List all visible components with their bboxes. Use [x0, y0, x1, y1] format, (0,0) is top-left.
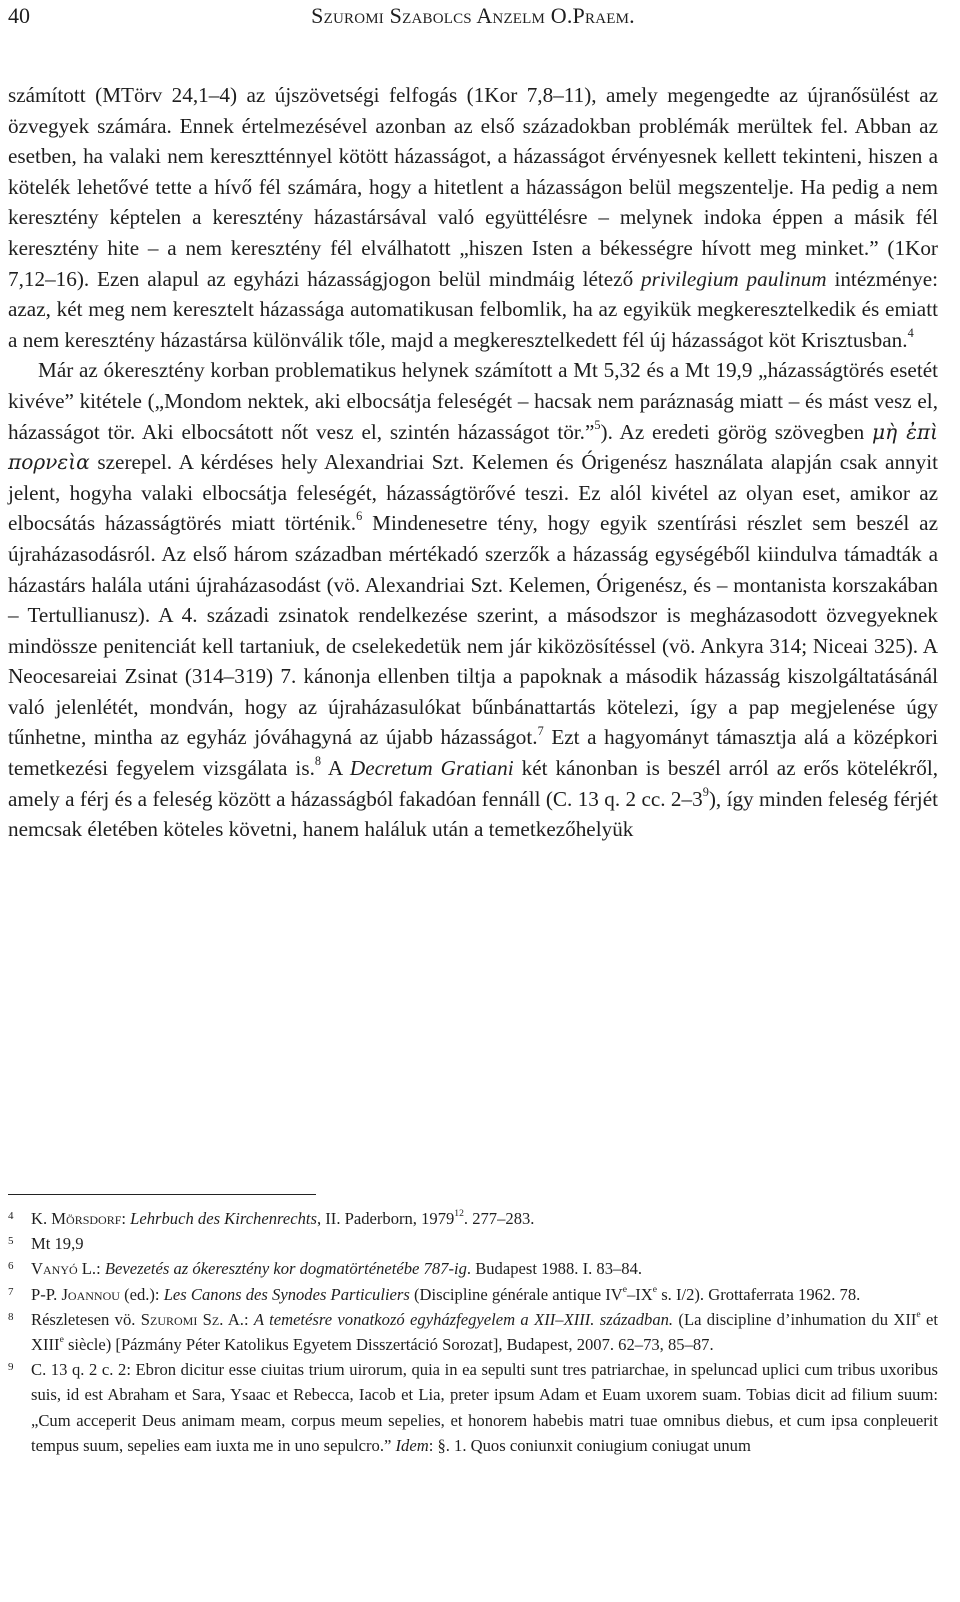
footnote-ref-6[interactable]: 6 [356, 509, 363, 524]
footnote-8 [8, 1307, 938, 1357]
footnote-number: 5 [8, 1235, 14, 1248]
footnote-5 [8, 1231, 938, 1256]
footnote-7 [8, 1282, 938, 1307]
text-run: Már az ókeresztény korban problematikus helynek számított a Mt 5,32 és a Mt 19,9 „házasságtörés esetét kivéve” kitétele („Mondom nektek, aki elbocsátja feleségét – hacsak nem paráznaság miatt – és mást vesz el, házasságot tör. Aki elbocsátott nőt vesz el, szintén házasságot tör.” [8, 358, 938, 444]
footnote-number: 6 [8, 1260, 14, 1273]
running-head: Szuromi Szabolcs Anzelm O.Praem. [311, 3, 635, 28]
footnote-ref-5[interactable]: 5 [594, 417, 601, 432]
footnote-number: 8 [8, 1310, 14, 1323]
paragraph-1 [8, 80, 938, 355]
emphasis-privilegium: privilegium paulinum [641, 266, 827, 291]
footnote-text: C. 13 q. 2 c. 2: Ebron dicitur esse ciuitas trium uirorum, quia in ea sepulti sunt tres patriarchae, in speluncad uplici cum tribus uxoribus suis, id est Abraham et Sara, Ysaac et Rebecca, Iacob et Lia, preter ipsum Adam et Euam uxorem suam. Tobias dicit ad filium suum: „Cum acceperit Deus animam meam, corpus meum sepelies, et honorem habebis matri tuae omnibus diebus, et cum ipsa conpleuerit tempus suum, sepelies eam iuxta me in uno sepulcro.” Idem: §. 1. Quos coniunxit coniugium coniugat unum [31, 1360, 938, 1455]
footnote-number: 7 [8, 1285, 14, 1298]
body-text [8, 80, 938, 845]
footnote-number: 9 [8, 1361, 14, 1374]
footnote-text: Vanyó L.: Bevezetés az ókeresztény kor dogmatörténetébe 787-ig. Budapest 1988. I. 83–84. [31, 1259, 643, 1279]
page-number: 40 [8, 3, 30, 28]
text-run: két kánonban is beszél arról az erős kötelékről, amely a férj és a feleség között a házasságból fakadóan fennáll (C. 13 q. 2 cc. 2–3 [8, 756, 939, 811]
footnote-ref-7[interactable]: 7 [537, 723, 544, 738]
greek-quote: μὴ ἐπὶ πορνεὶα [8, 419, 938, 475]
footnote-ref-8[interactable]: 8 [314, 754, 322, 769]
footnote-ref-9[interactable]: 9 [702, 784, 709, 799]
footnote-text: Mt 19,9 [31, 1234, 84, 1254]
text-run: számított (MTörv 24,1–4) az újszövetségi felfogás (1Kor 7,8–11), amely megengedte az újranősülést az özvegyek számára. Ennek értelmezésével azonban az első századokban problémák merültek fel. Abban az esetben, ha valaki nem keresztténnyel kötött házasságot, a házasságot érvényesnek kellett tekinteni, hiszen a kötelék lehetővé tette a hívő fél számára, hogy a hitetlent a házasságon belül megszentelje. Ha pedig a nem keresztény képtelen a keresztény házastársával való együttélésre – melynek indoka éppen a másik fél keresztény hite – a nem keresztény fél elválhatott „hiszen Isten a békességre hívott meg minket.” (1Kor 7,12–16). Ezen alapul az egyházi házasságjogon belül mindmáig létező [8, 83, 938, 291]
footnote-text: P-P. Joannou (ed.): Les Canons des Synodes Particuliers (Discipline générale antique IVe–IXe s. I/2). Grottaferrata 1962. 78. [31, 1283, 861, 1304]
text-run: ), így minden feleség férjét nemcsak életében köteles követni, hanem haláluk után a temetkezőhelyük [8, 786, 938, 842]
footnote-6 [8, 1256, 938, 1281]
footnote-text: K. Mörsdorf: Lehrbuch des Kirchenrechts, II. Paderborn, 1979$^{12}$. 277–283. [31, 1208, 535, 1228]
text-run: A [321, 756, 350, 781]
emphasis-decretum: Decretum Gratiani [349, 756, 514, 781]
footnote-4 [8, 1206, 938, 1231]
text-run: Ezt a hagyományt támasztja alá a középkori temetkezési fegyelem vizsgálata is. [8, 725, 938, 781]
text-run: szerepel. A kérdéses hely Alexandriai Szt. Kelemen és Órigenész használata alapján csak annyit jelent, hogyha valaki elbocsátja feleségét, házasságtörővé teszi. Ez alól kivétel az olyan eset, amikor az elbocsátás házasságtörés miatt történik. [8, 450, 938, 536]
text-run: Mindenesetre tény, hogy egyik szentírási részlet sem beszél az újraházasodásról. Az első három században mértékadó szerzők a házasság egységéből kiindulva támadták a házastárs halála utáni újraházasodást (vö. Alexandriai Szt. Kelemen, Órigenész, és – montanista korszakában – Tertullianusz). A 4. századi zsinatok rendelkezése szerint, a másodszor is megházasodott özvegyeknek mindössze penitenciát kell tartaniuk, de cselekedetük nem jár kiközösítéssel (vö. Ankyra 314; Niceai 325). A Neocesareiai Zsinat (314–319) 7. kánonja ellenben tiltja a papoknak a második házasság kiszolgáltatásánál való jelenlétét, mondván, hogy az újraházasulókat bűnbánattartás kötelezi, így a pap megjelenése úgy tűnhetne, mintha az egyház jóváhagyná az újabb házasságot. [8, 511, 938, 750]
paragraph-2 [8, 355, 938, 845]
footnotes [8, 1206, 938, 1458]
footnote-9 [8, 1357, 938, 1458]
text-run: intézménye: azaz, két meg nem keresztelt házassága automatikusan felbomlik, ha az egyikük megkeresztelkedik és emiatt a nem keresztény házastársa különválik tőle, majd a megkeresztelkedett fél új házasságot köt Krisztusban. [8, 266, 938, 352]
footnote-number: 4 [8, 1210, 14, 1222]
footnote-text: Részletesen vö. Szuromi Sz. A.: A temetésre vonatkozó egyházfegyelem a XII–XIII. században. (La discipline d’inhumation du XIIe et XIIIe siècle) [Pázmány Péter Katolikus Egyetem Disszertáció Sorozat], Budapest, 2007. 62–73, 85–87. [31, 1308, 938, 1355]
footnote-ref-4[interactable]: 4 [907, 325, 914, 340]
text-run: ). Az eredeti görög szövegben [600, 419, 873, 444]
footnote-separator [8, 1194, 316, 1195]
